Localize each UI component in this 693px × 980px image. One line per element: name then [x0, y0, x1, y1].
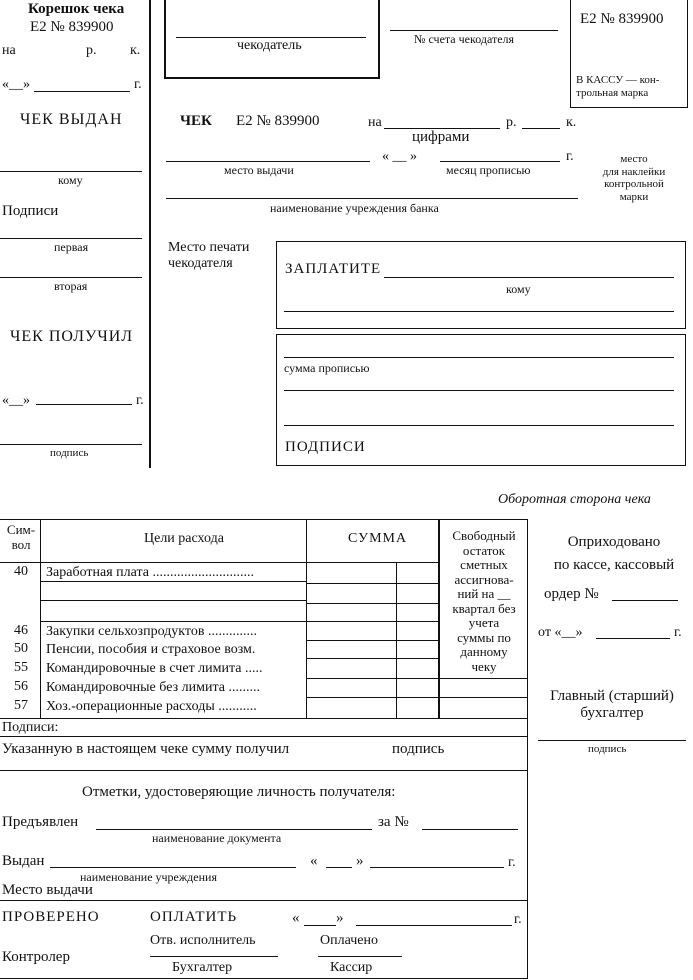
table-row: Пенсии, пособия и страховое возм. — [46, 642, 256, 657]
pay-to-label: кому — [506, 282, 531, 296]
stub-number: E2 № 839900 — [30, 19, 114, 35]
sum-line-1[interactable] — [284, 357, 674, 358]
cheque-rub: р. — [506, 115, 517, 130]
doc-no-line[interactable] — [422, 829, 518, 830]
stub-amount-rub: р. — [86, 43, 97, 58]
executor-label: Отв. исполнитель — [150, 933, 256, 948]
controller-label: Контролер — [2, 949, 70, 965]
pay-year: г. — [514, 912, 522, 927]
place-issue-line[interactable] — [166, 161, 370, 162]
identity-heading: Отметки, удостоверяющие личность получателя: — [82, 784, 396, 800]
col-symbol-header: Сим- вол — [6, 522, 36, 552]
control-to-cashier: В КАССУ — кон- трольная марка — [576, 74, 660, 99]
stub-date-line[interactable] — [34, 91, 130, 92]
account-label: № счета чекодателя — [414, 32, 515, 46]
issued-year: г. — [508, 855, 516, 870]
cheque-date-quotes: « __ » — [382, 149, 417, 164]
bank-line[interactable] — [166, 198, 578, 199]
order-label: ордер № — [544, 586, 599, 602]
chief-sign-label: подпись — [588, 743, 627, 755]
table-row: 56 — [14, 679, 28, 694]
month-line[interactable] — [440, 161, 560, 162]
table-row: 57 — [14, 698, 28, 713]
col-purpose-divider — [306, 519, 307, 719]
presented-label: Предъявлен — [2, 814, 79, 830]
paid-line[interactable] — [318, 956, 402, 957]
row-line-sum — [306, 640, 438, 641]
control-number: E2 № 839900 — [580, 11, 664, 27]
stub-signatures: Подписи — [2, 203, 59, 219]
signatures-row: Подписи: — [2, 720, 59, 735]
rows-bottom — [0, 718, 528, 719]
sum-line-2[interactable] — [284, 390, 674, 391]
received-sign: подпись — [392, 741, 445, 757]
stub-first-label: первая — [54, 240, 89, 254]
row-line-sum — [306, 697, 438, 698]
table-row: 46 — [14, 623, 28, 638]
col-purpose-header: Цели расхода — [144, 531, 224, 546]
posted-label: Оприходовано по кассе, кассовый — [553, 534, 675, 573]
sticker-place: место для наклейки контрольной марки — [602, 153, 666, 203]
stub-received-date-line[interactable] — [36, 404, 132, 405]
paid-label: Оплачено — [320, 933, 378, 948]
doc-name-label: наименование документа — [152, 831, 282, 845]
cheque-year: г. — [566, 149, 574, 164]
cheque-digits-label: цифрами — [412, 129, 470, 145]
table-row: Хоз.-операционные расходы ........... — [46, 699, 257, 714]
stub-title: Корешок чека — [28, 1, 125, 17]
place-issue-label: место выдачи — [224, 163, 294, 177]
row-line — [40, 621, 438, 622]
from-line[interactable] — [596, 638, 670, 639]
issued-day-line[interactable] — [326, 867, 352, 868]
drawer-label: чекодатель — [237, 38, 302, 53]
cheque-signatures: ПОДПИСИ — [285, 439, 366, 455]
stub-to-whom-label: кому — [58, 173, 83, 187]
row-line-sum — [306, 583, 438, 584]
stub-separator — [149, 0, 151, 468]
stub-received-year: г. — [136, 393, 144, 408]
stub-first-line[interactable] — [0, 238, 142, 239]
order-line[interactable] — [612, 600, 678, 601]
reverse-heading: Оборотная сторона чека — [498, 492, 651, 507]
table-row: 55 — [14, 660, 28, 675]
place-issue-row: Место выдачи — [2, 882, 93, 898]
stub-received-date: «__» — [2, 393, 30, 408]
pay-box — [276, 241, 686, 329]
cheque-on: на — [368, 115, 382, 130]
doc-no-label: за № — [378, 814, 409, 830]
pay-to-line[interactable] — [384, 277, 674, 278]
account-line[interactable] — [390, 30, 558, 31]
from-year: г. — [674, 625, 682, 640]
stub-issued-heading: ЧЕК ВЫДАН — [20, 111, 123, 128]
cheque-title: ЧЕК — [180, 113, 212, 129]
row-line — [40, 600, 306, 601]
pay-label: ЗАПЛАТИТЕ — [285, 261, 382, 277]
stub-date-year: г. — [134, 77, 142, 92]
pay-to-line-2[interactable] — [284, 311, 674, 312]
pay-day-line[interactable] — [304, 925, 336, 926]
pay-month-line[interactable] — [356, 925, 512, 926]
row-line-sum — [306, 603, 438, 604]
stamp-place: Место печати чекодателя — [168, 240, 250, 272]
issued-label: Выдан — [2, 853, 45, 869]
row-line — [40, 581, 306, 582]
cheque-number: E2 № 839900 — [236, 113, 320, 129]
issued-line[interactable] — [50, 867, 296, 868]
stub-received-heading: ЧЕК ПОЛУЧИЛ — [10, 328, 134, 345]
checked-label: ПРОВЕРЕНО — [2, 909, 100, 925]
cheque-header-right — [378, 0, 380, 79]
pay-date-close: » — [336, 910, 344, 926]
received-row: Указанную в настоящем чеке сумму получил — [2, 741, 290, 757]
stub-amount-kop: к. — [130, 43, 141, 58]
issued-month-line[interactable] — [370, 867, 504, 868]
accountant-label: Бухгалтер — [172, 960, 233, 975]
sum-line-3[interactable] — [284, 425, 674, 426]
from-label: от «__» — [538, 625, 583, 640]
stub-signature-label: подпись — [50, 447, 89, 459]
stub-second-label: вторая — [54, 279, 88, 293]
bank-label: наименование учреждения банка — [270, 201, 439, 215]
month-label: месяц прописью — [446, 163, 531, 177]
table-row: 50 — [14, 641, 28, 656]
free-line — [438, 697, 528, 698]
institution-label: наименование учреждения — [80, 870, 217, 884]
pay-order-label: ОПЛАТИТЬ — [150, 909, 238, 925]
stub-signature-line[interactable] — [0, 444, 142, 445]
chief-label: Главный (старший) бухгалтер — [550, 688, 674, 722]
chief-sign-line[interactable] — [538, 740, 686, 741]
cheque-header-left — [164, 0, 166, 78]
issued-date: « — [310, 853, 318, 869]
stub-amount-prefix: на — [2, 43, 16, 58]
issued-date-close: » — [356, 853, 364, 869]
table-row: Командировочные в счет лимита ..... — [46, 661, 263, 676]
executor-line[interactable] — [150, 956, 278, 957]
stub-to-whom-line[interactable] — [0, 171, 142, 172]
table-row: 40 — [14, 564, 28, 579]
table-row: Заработная плата ............................. — [46, 565, 254, 580]
table-row: Закупки сельхозпродуктов .............. — [46, 624, 257, 639]
col-free-header: Свободный остаток сметных ассигнова- ний на __ квартал без учета суммы по данному чеку — [452, 528, 516, 674]
stub-date-open: «__» — [2, 77, 30, 92]
col-sum-header: СУММА — [348, 531, 408, 546]
row-line-sum — [306, 678, 438, 679]
place-issue-bottom — [0, 900, 528, 901]
sum-label: сумма прописью — [284, 361, 370, 375]
cheque-header-bottom — [164, 77, 380, 79]
cashier-label: Кассир — [330, 960, 373, 975]
presented-line[interactable] — [96, 829, 372, 830]
table-row: Командировочные без лимита ......... — [46, 680, 260, 695]
signatures-row-bottom — [0, 736, 528, 737]
table-header-bottom — [0, 562, 438, 563]
stub-second-line[interactable] — [0, 277, 142, 278]
cheque-kop: к. — [566, 115, 577, 130]
received-row-bottom — [0, 770, 528, 771]
cheque-kop-line[interactable] — [522, 128, 560, 129]
pay-date-open: « — [292, 910, 300, 926]
col-symbol-divider — [40, 519, 41, 719]
row-line-sum — [306, 658, 438, 659]
free-line — [438, 678, 528, 679]
